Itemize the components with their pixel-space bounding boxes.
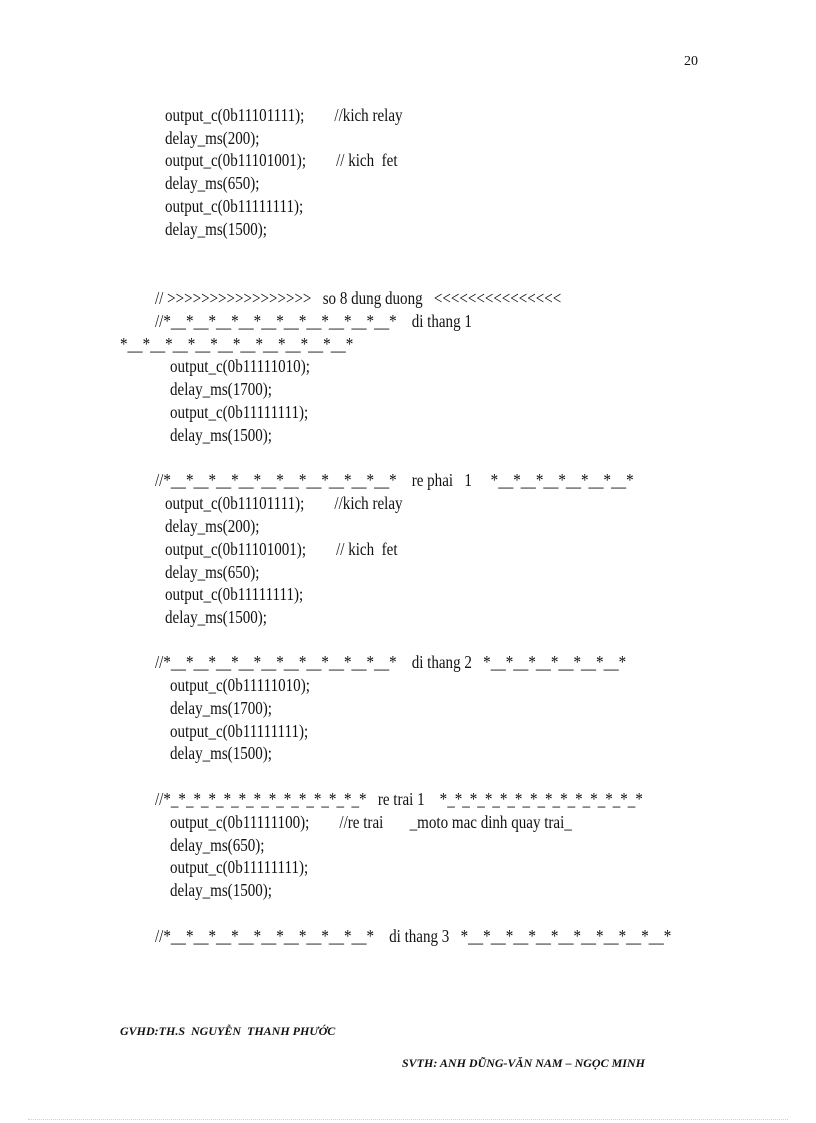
footer-students: SVTH: ANH DŨNG-VĂN NAM – NGỌC MINH (402, 1056, 645, 1070)
code-line: delay_ms(200); (165, 128, 260, 148)
code-line: output_c(0b11111100); //re trai _moto mac dinh quay trai_ (170, 812, 572, 832)
code-line: output_c(0b11101001); // kich fet (165, 539, 398, 559)
page-number: 20 (684, 54, 698, 69)
section-comment: //*__*__*__*__*__*__*__*__*__*__* re phai 1 *__*__*__*__*__*__* (155, 470, 634, 490)
page-edge-divider (28, 1119, 788, 1120)
section-comment: //*__*__*__*__*__*__*__*__*__*__* di thang 1 (155, 311, 472, 331)
code-line: delay_ms(1500); (170, 743, 272, 763)
code-line: output_c(0b11111111); (170, 721, 309, 741)
code-line: output_c(0b11111111); (170, 857, 309, 877)
code-line: output_c(0b11101111); //kich relay (165, 105, 403, 125)
code-line: delay_ms(650); (170, 835, 265, 855)
code-line: output_c(0b11111010); (170, 675, 310, 695)
code-line: delay_ms(200); (165, 516, 260, 536)
code-line: delay_ms(1500); (170, 880, 272, 900)
code-line: delay_ms(1500); (165, 607, 267, 627)
code-line: delay_ms(1700); (170, 379, 272, 399)
code-line: output_c(0b11101111); //kich relay (165, 493, 403, 513)
code-line: output_c(0b11111010); (170, 356, 310, 376)
code-line: output_c(0b11101001); // kich fet (165, 150, 398, 170)
section-comment: // >>>>>>>>>>>>>>>>> so 8 dung duong <<<<<<<<<<<<<<< (155, 288, 562, 308)
code-line: output_c(0b11111111); (165, 196, 304, 216)
section-comment: //*__*__*__*__*__*__*__*__*__* di thang 3 *__*__*__*__*__*__*__*__*__* (155, 926, 672, 946)
code-line: delay_ms(1500); (165, 219, 267, 239)
footer-advisor: GVHD:TH.S NGUYỄN THANH PHƯỚC (120, 1024, 336, 1038)
section-comment: //*__*__*__*__*__*__*__*__*__*__* di thang 2 *__*__*__*__*__*__* (155, 652, 627, 672)
code-line: output_c(0b11111111); (170, 402, 309, 422)
code-line: delay_ms(1700); (170, 698, 272, 718)
code-line: delay_ms(1500); (170, 425, 272, 445)
code-line: delay_ms(650); (165, 562, 260, 582)
section-comment: *__*__*__*__*__*__*__*__*__*__* (120, 334, 354, 354)
code-line: delay_ms(650); (165, 173, 260, 193)
code-line: output_c(0b11111111); (165, 584, 304, 604)
section-comment: //*_*_*_*_*_*_*_*_*_*_*_*_*_* re trai 1 *_*_*_*_*_*_*_*_*_*_*_*_*_* (155, 789, 643, 809)
